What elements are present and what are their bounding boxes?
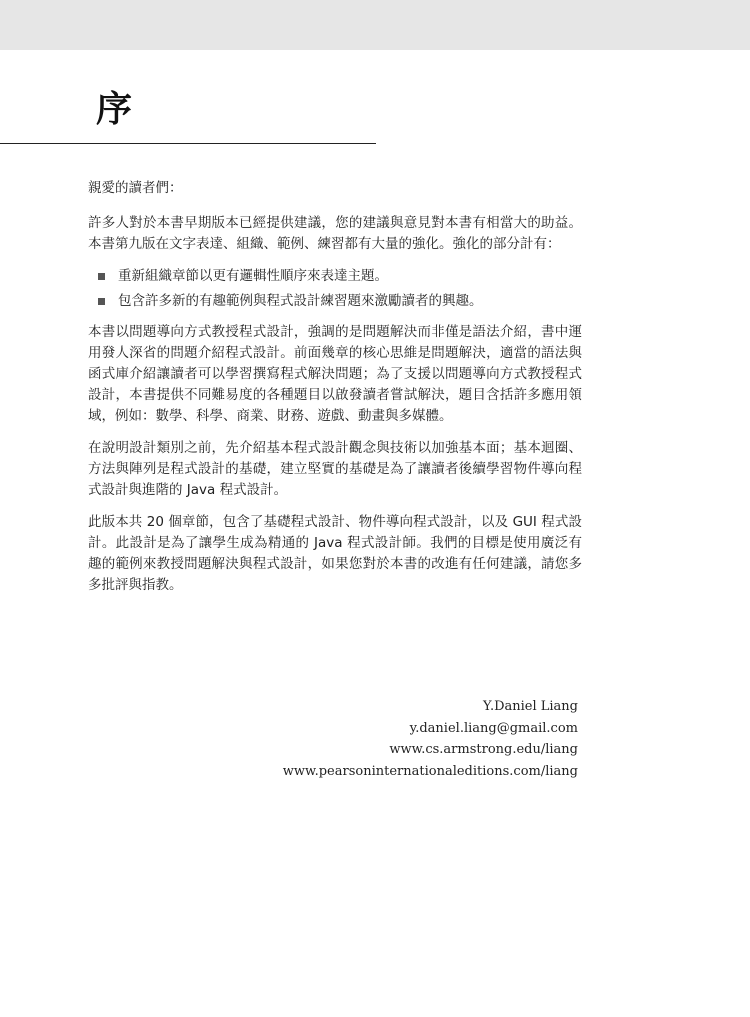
author-name: Y.Daniel Liang — [483, 699, 578, 714]
paragraph-approach: 本書以問題導向方式教授程式設計，強調的是問題解決而非僅是語法介紹，書中運用發人深省的問題介紹程式設計。前面幾章的核心思維是問題解決，適當的語法與函式庫介紹讓讀者可以學習撰寫程式解決問題；為了支援以問題導向方式教授程式設計，本書提供不同難易度的各種題目以啟發讀者嘗試解決，題目含括許多應用領域，例如：數學、科學、商業、財務、遊戲、動畫與多媒體。 — [88, 324, 582, 424]
improvements-list — [88, 266, 582, 312]
author-email: y.daniel.liang@gmail.com — [409, 720, 578, 736]
header-band — [0, 0, 750, 50]
list-item-text: 包含許多新的有趣範例與程式設計練習題來激勵讀者的興趣。 — [118, 293, 483, 309]
square-bullet-icon — [98, 273, 105, 280]
preface-body — [88, 178, 582, 607]
title-divider — [0, 143, 376, 144]
square-bullet-icon — [98, 298, 105, 305]
paragraph-edition: 此版本共 20 個章節，包含了基礎程式設計、物件導向程式設計，以及 GUI 程式設計。此設計是為了讓學生成為精通的 Java 程式設計師。我們的目標是使用廣泛有趣的範例來教授問題解決與程式設計，如果您對於本書的改進有任何建議，請您多多批評與指教。 — [88, 514, 582, 593]
list-item — [88, 291, 582, 312]
paragraph-fundamentals: 在說明設計類別之前，先介紹基本程式設計觀念與技術以加強基本面；基本迴圈、方法與陣列是程式設計的基礎，建立堅實的基礎是為了讓讀者後續學習物件導向程式設計與進階的 Java 程式設計。 — [88, 440, 582, 498]
chapter-title: 序 — [96, 88, 133, 130]
author-signature — [283, 696, 578, 782]
greeting-text: 親愛的讀者們： — [88, 180, 183, 196]
author-website: www.cs.armstrong.edu/liang — [389, 742, 578, 757]
paragraph-intro: 許多人對於本書早期版本已經提供建議，您的建議與意見對本書有相當大的助益。本書第九版在文字表達、組織、範例、練習都有大量的強化。強化的部分計有： — [88, 215, 582, 252]
list-item-text: 重新組織章節以更有邏輯性順序來表達主題。 — [118, 268, 388, 284]
list-item — [88, 266, 582, 287]
publisher-website: www.pearsoninternationaleditions.com/liang — [282, 763, 578, 779]
